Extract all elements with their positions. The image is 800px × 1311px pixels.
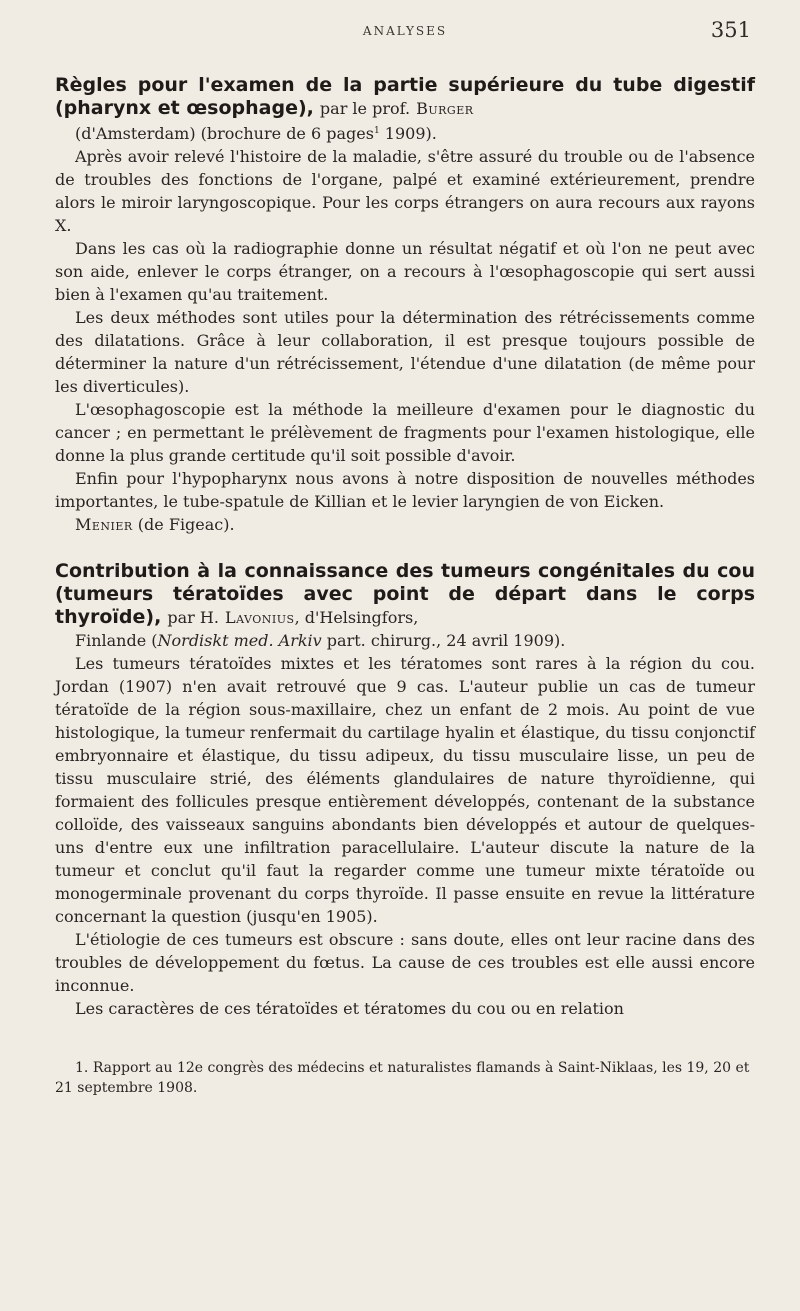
reviewer-name: Menier xyxy=(75,515,133,534)
running-header xyxy=(55,18,755,52)
paragraph: Après avoir relevé l'histoire de la maladie, s'être assuré du trouble ou de l'absence de troubles des fonctions de l'organe, palpé et examiné extérieurement, prendre alors le miroir laryngoscopique. Pour les corps étrangers on aura recours aux rayons X. xyxy=(55,147,755,235)
paragraph: L'étiologie de ces tumeurs est obscure : sans doute, elles ont leur racine dans des troubles de développement du fœtus. La cause de ces troubles est elle aussi encore inconnue. xyxy=(55,930,755,995)
footnote-text: Rapport au 12e congrès des médecins et naturalistes flamands à Saint-Niklaas, les 19, 20 et 21 septembre 1908. xyxy=(55,1060,750,1096)
document-page xyxy=(55,18,755,1098)
page-number: 351 xyxy=(710,18,751,42)
author-affiliation: , d'Helsingfors, xyxy=(294,608,419,627)
source-start: Finlande ( xyxy=(75,631,158,650)
footnote xyxy=(55,1058,755,1098)
paragraph: Les tumeurs tératoïdes mixtes et les tératomes sont rares à la région du cou. Jordan (1907) n'en avait retrouvé que 9 cas. L'auteur publie un cas de tumeur tératoïde de la région sous-maxillaire, chez un enfant de 2 mois. Au point de vue histologique, la tumeur renfermait du cartilage hyalin et élastique, du tissu conjonctif embryonnaire et élastique, du tissu adipeux, du tissu musculaire lisse, un peu de tissu musculaire strié, des éléments glandulaires de nature thyroïdienne, qui formaient des follicules presque entièrement développés, contenant de la substance colloïde, des vaisseaux sanguins abondants bien développés et autour de quelques-uns d'entre eux une infiltration paracellulaire. L'auteur discute la nature de la tumeur et conclut qu'il faut la regarder comme une tumeur mixte tératoïde ou monogerminale provenant du corps thyroïde. Il passe ensuite en revue la littérature concernant la question (jusqu'en 1905). xyxy=(55,654,755,926)
footnote-number: 1. xyxy=(75,1060,89,1076)
paragraph: Les caractères de ces tératoïdes et tératomes du cou ou en relation xyxy=(75,999,624,1018)
article-source xyxy=(75,120,755,145)
source-end: part. chirurg., 24 avril 1909). xyxy=(321,631,566,650)
article-title: Contribution à la connaissance des tumeurs congénitales du cou (tumeurs tératoïdes avec point de départ dans le corps thyroïde), xyxy=(55,560,755,628)
footnote-reference: 1 xyxy=(373,126,380,136)
author-prefix: par H. xyxy=(167,608,219,627)
source-year: 1909). xyxy=(384,124,437,143)
reviewer-place: (de Figeac). xyxy=(137,515,235,534)
article-burger xyxy=(55,74,755,536)
journal-name: Nordiskt med. Arkiv xyxy=(157,631,322,650)
source-text: (d'Amsterdam) (brochure de 6 pages xyxy=(75,124,374,143)
reviewer-signature xyxy=(55,513,755,536)
article-title: Règles pour l'examen de la partie supérieure du tube digestif (pharynx et œsophage), xyxy=(55,74,755,119)
author-prefix: par le prof. xyxy=(319,99,411,118)
running-title: ANALYSES xyxy=(362,24,448,38)
paragraph: L'œsophagoscopie est la méthode la meilleure d'examen pour le diagnostic du cancer ; en permettant le prélèvement de fragments pour l'examen histologique, elle donne la plus grande certitude qu'il soit possible d'avoir. xyxy=(55,400,755,465)
article-heading xyxy=(55,74,755,120)
author-name: Burger xyxy=(416,99,474,118)
article-lavonius xyxy=(55,560,755,1020)
author-name: Lavonius xyxy=(224,608,295,627)
paragraph: Dans les cas où la radiographie donne un résultat négatif et où l'on ne peut avec son aide, enlever le corps étranger, on a recours à l'œsophagoscopie qui sert aussi bien à l'examen qu'au traitement. xyxy=(55,239,755,304)
article-source xyxy=(75,629,755,652)
paragraph: Enfin pour l'hypopharynx nous avons à notre disposition de nouvelles méthodes importantes, le tube-spatule de Killian et le levier laryngien de von Eicken. xyxy=(55,469,755,511)
article-heading xyxy=(55,560,755,629)
paragraph: Les deux méthodes sont utiles pour la détermination des rétrécissements comme des dilatations. Grâce à leur collaboration, il est presque toujours possible de déterminer la nature d'un rétrécissement, l'étendue d'une dilatation (de même pour les diverticules). xyxy=(55,308,755,396)
